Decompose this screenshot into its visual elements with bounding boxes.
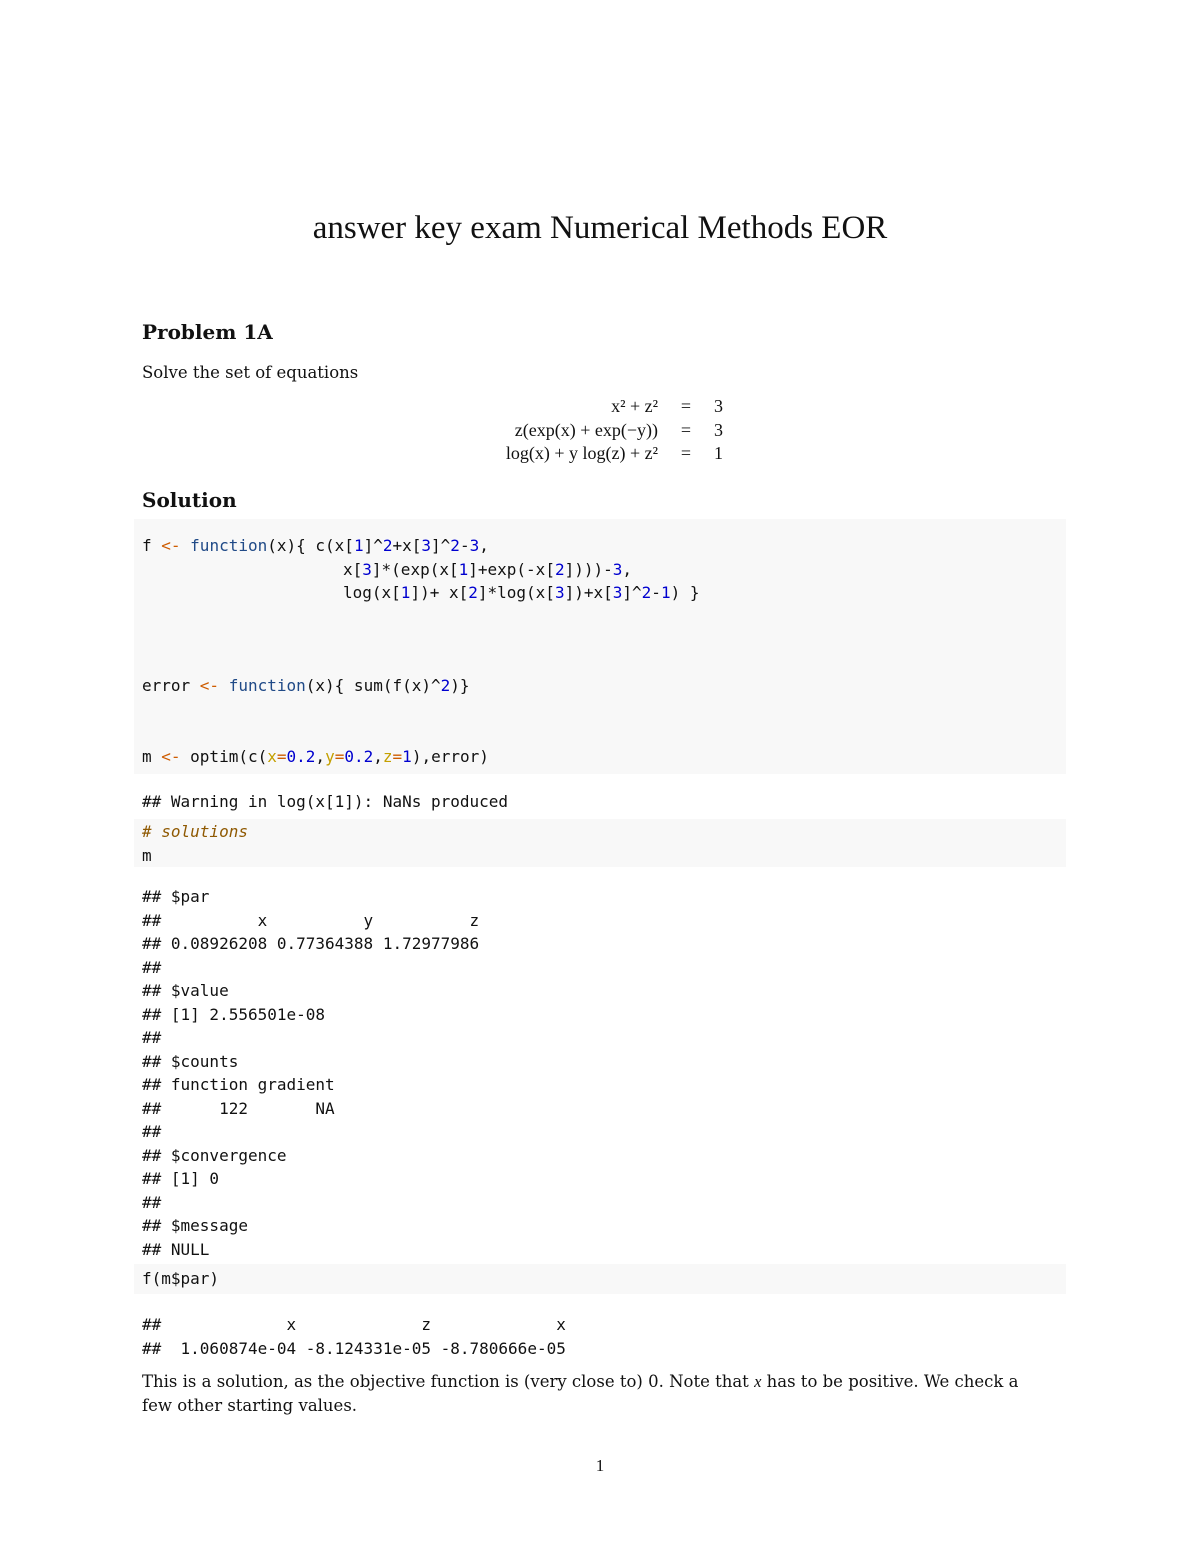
code-line-f-2: x[3]*(exp(x[1]+exp(-x[2])))-3, <box>343 560 633 579</box>
output-line: ## <box>142 957 162 977</box>
code-line-m: m <box>142 846 152 865</box>
solution-heading: Solution <box>142 488 237 512</box>
code-block <box>134 1264 1066 1294</box>
output-line: ## 0.08926208 0.77364388 1.72977986 <box>142 934 480 953</box>
output-line: ## $counts <box>142 1051 239 1071</box>
code-line-f-3: log(x[1])+ x[2]*log(x[3])+x[3]^2-1) } <box>343 583 700 602</box>
output-line: ## $value <box>142 981 229 1000</box>
equation-row <box>400 395 780 419</box>
output-line: ## $message <box>142 1216 248 1235</box>
equation-rel: = <box>680 396 692 417</box>
problem-intro: Solve the set of equations <box>142 363 359 382</box>
problem-heading: Problem 1A <box>142 320 273 344</box>
code-block <box>134 819 1066 867</box>
output-line: ## x y z <box>142 910 480 930</box>
output-line: ## 1.060874e-04 -8.124331e-05 -8.780666e-05 <box>142 1338 566 1358</box>
optim-output <box>142 885 479 1261</box>
output-line: ## function gradient <box>142 1075 335 1094</box>
code-comment: # solutions <box>142 822 248 841</box>
equation-rhs: 3 <box>714 396 723 417</box>
equation-lhs: x² + z² <box>611 396 658 417</box>
output-line: ## NULL <box>142 1239 210 1259</box>
equation-rel: = <box>680 443 692 464</box>
equation-row <box>400 419 780 443</box>
output-line: ## <box>142 1122 162 1141</box>
code-line-error: error <- function(x){ sum(f(x)^2)} <box>142 676 470 695</box>
output-line: ## [1] 0 <box>142 1169 220 1188</box>
fpar-output <box>142 1313 566 1360</box>
equation-rhs: 3 <box>714 419 723 440</box>
equation-rel: = <box>680 419 692 440</box>
equation-row <box>400 442 780 466</box>
conclusion-paragraph: This is a solution, as the objective function is (very close to) 0. Note that x has to be positive. We check a few other starting values. <box>142 1372 1019 1415</box>
output-line: ## $convergence <box>142 1145 287 1165</box>
page-number: 1 <box>595 1456 605 1475</box>
equation-system <box>400 395 780 466</box>
document-title: answer key exam Numerical Methods EOR <box>312 210 888 246</box>
output-line: ## $par <box>142 887 210 906</box>
output-line: ## [1] 2.556501e-08 <box>142 1004 326 1024</box>
output-line: ## <box>142 1028 162 1047</box>
output-line: ## 122 NA <box>142 1098 335 1118</box>
code-line-optim: m <- optim(c(x=0.2,y=0.2,z=1),error) <box>142 747 489 766</box>
code-line-fpar: f(m$par) <box>142 1269 220 1288</box>
warning-output: ## Warning in log(x[1]): NaNs produced <box>142 792 509 811</box>
output-line: ## x z x <box>142 1315 566 1334</box>
code-line-f-1: f <- function(x){ c(x[1]^2+x[3]^2-3, <box>142 536 489 555</box>
equation-lhs: log(x) + y log(z) + z² <box>505 443 658 464</box>
output-line: ## <box>142 1192 162 1212</box>
equation-lhs: z(exp(x) + exp(−y)) <box>514 419 658 440</box>
equation-rhs: 1 <box>714 443 723 464</box>
